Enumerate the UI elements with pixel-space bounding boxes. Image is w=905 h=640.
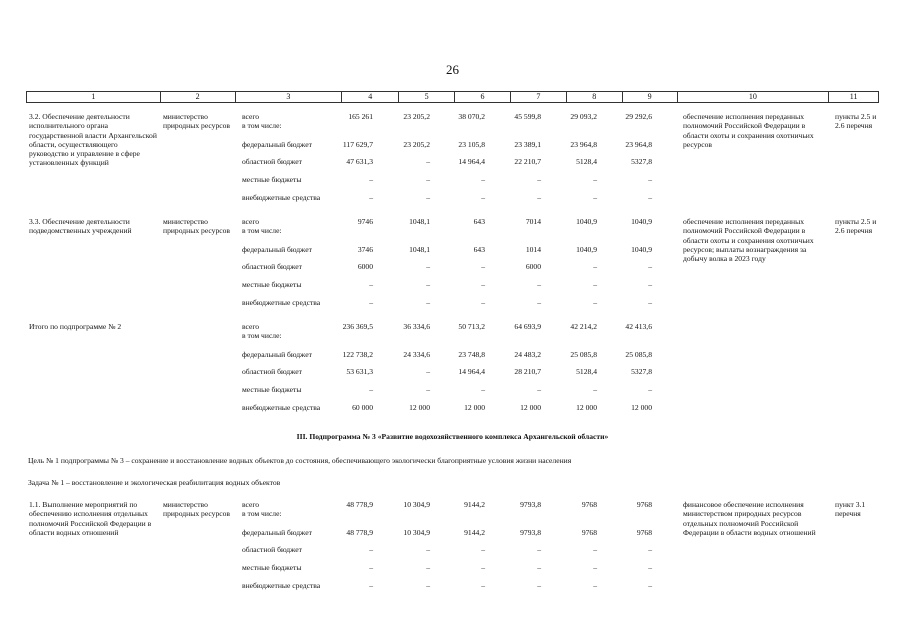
value-cell: 42 413,6 <box>625 322 652 331</box>
value-cell: – <box>648 262 652 271</box>
value-cell: 5128,4 <box>576 157 597 166</box>
value-cell: 14 964,4 <box>458 367 485 376</box>
value-cell: 10 304,9 <box>403 528 430 537</box>
value-cell: – <box>648 175 652 184</box>
value-cell: – <box>481 545 485 554</box>
column-header-8: 8 <box>567 92 623 102</box>
value-cell: 5128,4 <box>576 367 597 376</box>
row-link: пункты 2.5 и 2.6 перечня <box>835 112 877 131</box>
value-cell: – <box>369 545 373 554</box>
value-cell: 47 631,3 <box>346 157 373 166</box>
page-number: 26 <box>446 62 459 77</box>
task-text: Задача № 1 – восстановление и экологическая реабилитация водных объектов <box>28 478 281 487</box>
value-cell: – <box>426 385 430 394</box>
value-cell: 12 000 <box>520 403 541 412</box>
value-cell: 38 070,2 <box>458 112 485 121</box>
value-cell: 6000 <box>525 262 541 271</box>
column-header-2: 2 <box>161 92 236 102</box>
column-header-4: 4 <box>342 92 399 102</box>
value-cell: – <box>593 385 597 394</box>
value-cell: – <box>537 193 541 202</box>
budget-label-federal: федеральный бюджет <box>242 245 312 254</box>
value-cell: – <box>593 563 597 572</box>
column-header-row <box>26 91 879 103</box>
row-result: обеспечение исполнения переданных полномочий Российской Федерации в области охоты и сохранения охотничьих ресурсов; выплаты вознаграждения за добычу волка в 2023 году <box>683 217 814 264</box>
row-executor: министерство природных ресурсов <box>163 112 230 131</box>
budget-label-including: в том числе: <box>242 509 282 518</box>
budget-label-local: местные бюджеты <box>242 175 302 184</box>
value-cell: 236 369,5 <box>342 322 373 331</box>
value-cell: 25 085,8 <box>625 350 652 359</box>
value-cell: – <box>426 157 430 166</box>
value-cell: – <box>426 563 430 572</box>
row-executor: министерство природных ресурсов <box>163 217 230 236</box>
budget-label-total: всего <box>242 112 260 121</box>
value-cell: 3746 <box>357 245 373 254</box>
value-cell: 643 <box>473 245 485 254</box>
value-cell: 25 085,8 <box>570 350 597 359</box>
value-cell: 9768 <box>636 528 652 537</box>
value-cell: 6000 <box>357 262 373 271</box>
value-cell: – <box>426 262 430 271</box>
budget-label-total: всего <box>242 217 260 226</box>
value-cell: 9144,2 <box>464 500 485 509</box>
row-name: 3.2. Обеспечение деятельности исполнительного органа государственной власти Архангельской области, осуществляющего руководство и управление в сфере установленных функций <box>29 112 157 168</box>
value-cell: 1040,9 <box>576 217 597 226</box>
budget-label-regional: областной бюджет <box>242 262 302 271</box>
value-cell: 5327,8 <box>631 367 652 376</box>
row-executor: министерство природных ресурсов <box>163 500 230 519</box>
value-cell: 22 210,7 <box>514 157 541 166</box>
value-cell: – <box>481 385 485 394</box>
value-cell: – <box>426 367 430 376</box>
budget-label-including: в том числе: <box>242 331 282 340</box>
value-cell: 50 713,2 <box>458 322 485 331</box>
value-cell: – <box>593 280 597 289</box>
budget-label-regional: областной бюджет <box>242 545 302 554</box>
value-cell: 53 631,3 <box>346 367 373 376</box>
value-cell: – <box>481 175 485 184</box>
budget-label-offbudget: внебюджетные средства <box>242 581 321 590</box>
value-cell: – <box>481 262 485 271</box>
value-cell: 23 105,8 <box>458 140 485 149</box>
value-cell: – <box>369 563 373 572</box>
column-header-9: 9 <box>623 92 678 102</box>
value-cell: – <box>426 280 430 289</box>
budget-label-local: местные бюджеты <box>242 563 302 572</box>
value-cell: – <box>648 280 652 289</box>
budget-label-total: всего <box>242 500 260 509</box>
column-header-10: 10 <box>678 92 830 102</box>
value-cell: 42 214,2 <box>570 322 597 331</box>
value-cell: 45 599,8 <box>514 112 541 121</box>
value-cell: 117 629,7 <box>342 140 373 149</box>
value-cell: – <box>648 581 652 590</box>
value-cell: 36 334,6 <box>403 322 430 331</box>
value-cell: 14 964,4 <box>458 157 485 166</box>
value-cell: 9144,2 <box>464 528 485 537</box>
value-cell: 12 000 <box>409 403 430 412</box>
value-cell: 12 000 <box>576 403 597 412</box>
value-cell: 23 964,8 <box>625 140 652 149</box>
value-cell: – <box>426 581 430 590</box>
value-cell: – <box>593 581 597 590</box>
value-cell: 1048,1 <box>409 217 430 226</box>
value-cell: 122 738,2 <box>342 350 373 359</box>
value-cell: 7014 <box>525 217 541 226</box>
value-cell: – <box>537 581 541 590</box>
budget-label-including: в том числе: <box>242 226 282 235</box>
value-cell: 643 <box>473 217 485 226</box>
value-cell: – <box>426 298 430 307</box>
value-cell: – <box>537 280 541 289</box>
value-cell: – <box>648 545 652 554</box>
budget-label-including: в том числе: <box>242 121 282 130</box>
budget-label-offbudget: внебюджетные средства <box>242 193 321 202</box>
value-cell: – <box>481 563 485 572</box>
value-cell: 165 261 <box>348 112 373 121</box>
budget-label-regional: областной бюджет <box>242 157 302 166</box>
value-cell: – <box>537 298 541 307</box>
value-cell: 1014 <box>525 245 541 254</box>
budget-label-offbudget: внебюджетные средства <box>242 403 321 412</box>
value-cell: 9793,8 <box>520 500 541 509</box>
value-cell: – <box>369 280 373 289</box>
value-cell: 28 210,7 <box>514 367 541 376</box>
column-header-6: 6 <box>455 92 511 102</box>
value-cell: 5327,8 <box>631 157 652 166</box>
value-cell: – <box>481 298 485 307</box>
column-header-7: 7 <box>511 92 567 102</box>
value-cell: 29 093,2 <box>570 112 597 121</box>
value-cell: 1040,9 <box>631 245 652 254</box>
value-cell: 1048,1 <box>409 245 430 254</box>
value-cell: – <box>593 193 597 202</box>
value-cell: 48 778,9 <box>346 528 373 537</box>
value-cell: 12 000 <box>464 403 485 412</box>
value-cell: – <box>369 193 373 202</box>
column-header-11: 11 <box>849 92 858 101</box>
value-cell: – <box>537 545 541 554</box>
value-cell: 64 693,9 <box>514 322 541 331</box>
value-cell: – <box>369 385 373 394</box>
budget-label-local: местные бюджеты <box>242 280 302 289</box>
value-cell: – <box>593 545 597 554</box>
column-header-1: 1 <box>27 92 161 102</box>
column-header-5: 5 <box>399 92 455 102</box>
value-cell: 23 748,8 <box>458 350 485 359</box>
budget-label-offbudget: внебюджетные средства <box>242 298 321 307</box>
goal-text: Цель № 1 подпрограммы № 3 – сохранение и восстановление водных объектов до состояния, обеспечивающего экологически благоприятные условия жизни населения <box>28 456 572 465</box>
row-name: 3.3. Обеспечение деятельности подведомственных учреждений <box>29 217 132 236</box>
value-cell: 29 292,6 <box>625 112 652 121</box>
budget-label-total: всего <box>242 322 260 331</box>
column-header-3: 3 <box>236 92 343 102</box>
value-cell: – <box>648 298 652 307</box>
value-cell: 9768 <box>636 500 652 509</box>
budget-label-federal: федеральный бюджет <box>242 528 312 537</box>
value-cell: 9768 <box>581 528 597 537</box>
value-cell: – <box>426 193 430 202</box>
value-cell: – <box>537 385 541 394</box>
value-cell: 23 205,2 <box>403 112 430 121</box>
value-cell: 1040,9 <box>631 217 652 226</box>
value-cell: 12 000 <box>631 403 652 412</box>
value-cell: 10 304,9 <box>403 500 430 509</box>
value-cell: 9768 <box>581 500 597 509</box>
value-cell: 9793,8 <box>520 528 541 537</box>
value-cell: – <box>648 563 652 572</box>
value-cell: 1040,9 <box>576 245 597 254</box>
value-cell: 24 334,6 <box>403 350 430 359</box>
value-cell: – <box>537 563 541 572</box>
value-cell: 24 483,2 <box>514 350 541 359</box>
row-result: финансовое обеспечение исполнения министерством природных ресурсов отдельных полномочий Российской Федерации в области водных отношений <box>683 500 816 537</box>
value-cell: – <box>481 280 485 289</box>
value-cell: 23 389,1 <box>514 140 541 149</box>
value-cell: – <box>426 545 430 554</box>
value-cell: 23 205,2 <box>403 140 430 149</box>
value-cell: – <box>369 175 373 184</box>
value-cell: – <box>648 193 652 202</box>
value-cell: – <box>593 175 597 184</box>
value-cell: – <box>369 298 373 307</box>
value-cell: 9746 <box>357 217 373 226</box>
value-cell: 23 964,8 <box>570 140 597 149</box>
value-cell: – <box>537 175 541 184</box>
row-result: обеспечение исполнения переданных полномочий Российской Федерации в области охоты и сохранения охотничьих ресурсов <box>683 112 814 149</box>
value-cell: – <box>481 193 485 202</box>
row-link: пункты 2.5 и 2.6 перечня <box>835 217 877 236</box>
value-cell: – <box>593 298 597 307</box>
value-cell: 48 778,9 <box>346 500 373 509</box>
row-name: Итого по подпрограмме № 2 <box>29 322 122 331</box>
value-cell: – <box>426 175 430 184</box>
value-cell: 60 000 <box>352 403 373 412</box>
budget-label-local: местные бюджеты <box>242 385 302 394</box>
row-name: 1.1. Выполнение мероприятий по обеспечению исполнения отдельных полномочий Российской Федерации в области водных отношений <box>29 500 152 537</box>
row-link: пункт 3.1 перечня <box>835 500 866 519</box>
value-cell: – <box>593 262 597 271</box>
value-cell: – <box>648 385 652 394</box>
section-title: III. Подпрограмма № 3 «Развитие водохозяйственного комплекса Архангельской области» <box>296 432 609 441</box>
budget-label-federal: федеральный бюджет <box>242 140 312 149</box>
budget-label-federal: федеральный бюджет <box>242 350 312 359</box>
value-cell: – <box>481 581 485 590</box>
budget-label-regional: областной бюджет <box>242 367 302 376</box>
value-cell: – <box>369 581 373 590</box>
